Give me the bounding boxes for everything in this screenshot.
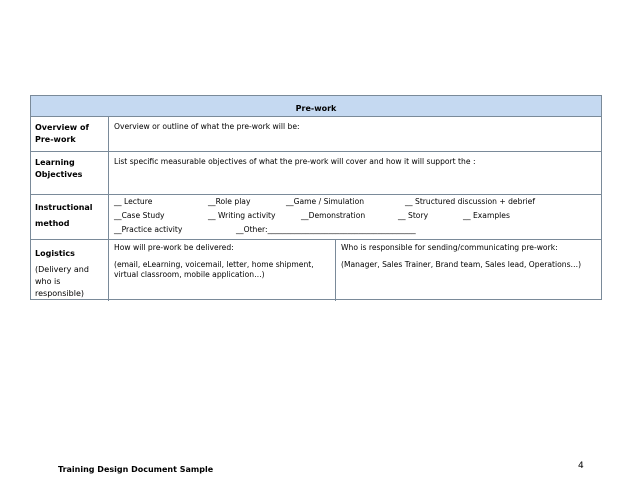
method-option-role-play[interactable]: __Role play: [208, 197, 251, 206]
method-option-other[interactable]: __Other:_______________________________________: [236, 225, 416, 234]
method-option-demonstration[interactable]: __Demonstration: [301, 211, 366, 220]
logistics-label-subtitle: (Delivery and who is responsible): [35, 265, 89, 298]
row-label-overview: Overview of Pre-work: [31, 117, 109, 151]
method-option-case-study[interactable]: __Case Study: [114, 211, 165, 220]
table-header: [31, 96, 601, 117]
pre-work-table: [30, 95, 602, 300]
table-row-overview: [31, 117, 601, 152]
method-option-game-simulation[interactable]: __Game / Simulation: [286, 197, 365, 206]
row-content-method: [109, 195, 601, 239]
method-option-structured-discussion[interactable]: __ Structured discussion + debrief: [405, 197, 536, 206]
method-option-practice-activity[interactable]: __Practice activity: [114, 225, 183, 234]
row-content-logistics: [109, 240, 601, 301]
row-label-logistics: [31, 240, 109, 301]
logistics-delivery-cell: [109, 240, 336, 301]
table-row-objectives: [31, 152, 601, 195]
row-content-objectives: List specific measurable objectives of what the pre-work will cover and how it will support the :: [114, 157, 476, 166]
method-options-line-2: [114, 211, 601, 223]
method-option-writing-activity[interactable]: __ Writing activity: [208, 211, 276, 220]
row-label-method: Instructional method: [31, 195, 109, 239]
table-row-method: [31, 195, 601, 240]
method-options-line-3: [114, 225, 601, 237]
method-option-story[interactable]: __ Story: [398, 211, 429, 220]
table-row-logistics: [31, 240, 601, 301]
footer-document-title: Training Design Document Sample: [58, 465, 214, 474]
row-label-objectives: Learning Objectives: [31, 152, 109, 194]
logistics-responsible-cell: [336, 240, 601, 301]
logistics-responsible-question: Who is responsible for sending/communicating pre-work:: [341, 243, 558, 252]
page-number: 4: [578, 461, 584, 471]
logistics-delivery-question: How will pre-work be delivered:: [114, 243, 234, 252]
logistics-delivery-answer: (email, eLearning, voicemail, letter, home shipment, virtual classroom, mobile application…): [114, 259, 314, 280]
method-option-examples[interactable]: __ Examples: [463, 211, 510, 220]
method-option-lecture[interactable]: __ Lecture: [114, 197, 153, 206]
row-content-overview: Overview or outline of what the pre-work will be:: [114, 122, 300, 131]
logistics-responsible-answer: (Manager, Sales Trainer, Brand team, Sales lead, Operations…): [341, 259, 582, 269]
table-header-title: Pre-work: [295, 104, 337, 113]
logistics-label-title: Logistics: [35, 249, 75, 258]
method-options-line-1: [114, 197, 601, 209]
